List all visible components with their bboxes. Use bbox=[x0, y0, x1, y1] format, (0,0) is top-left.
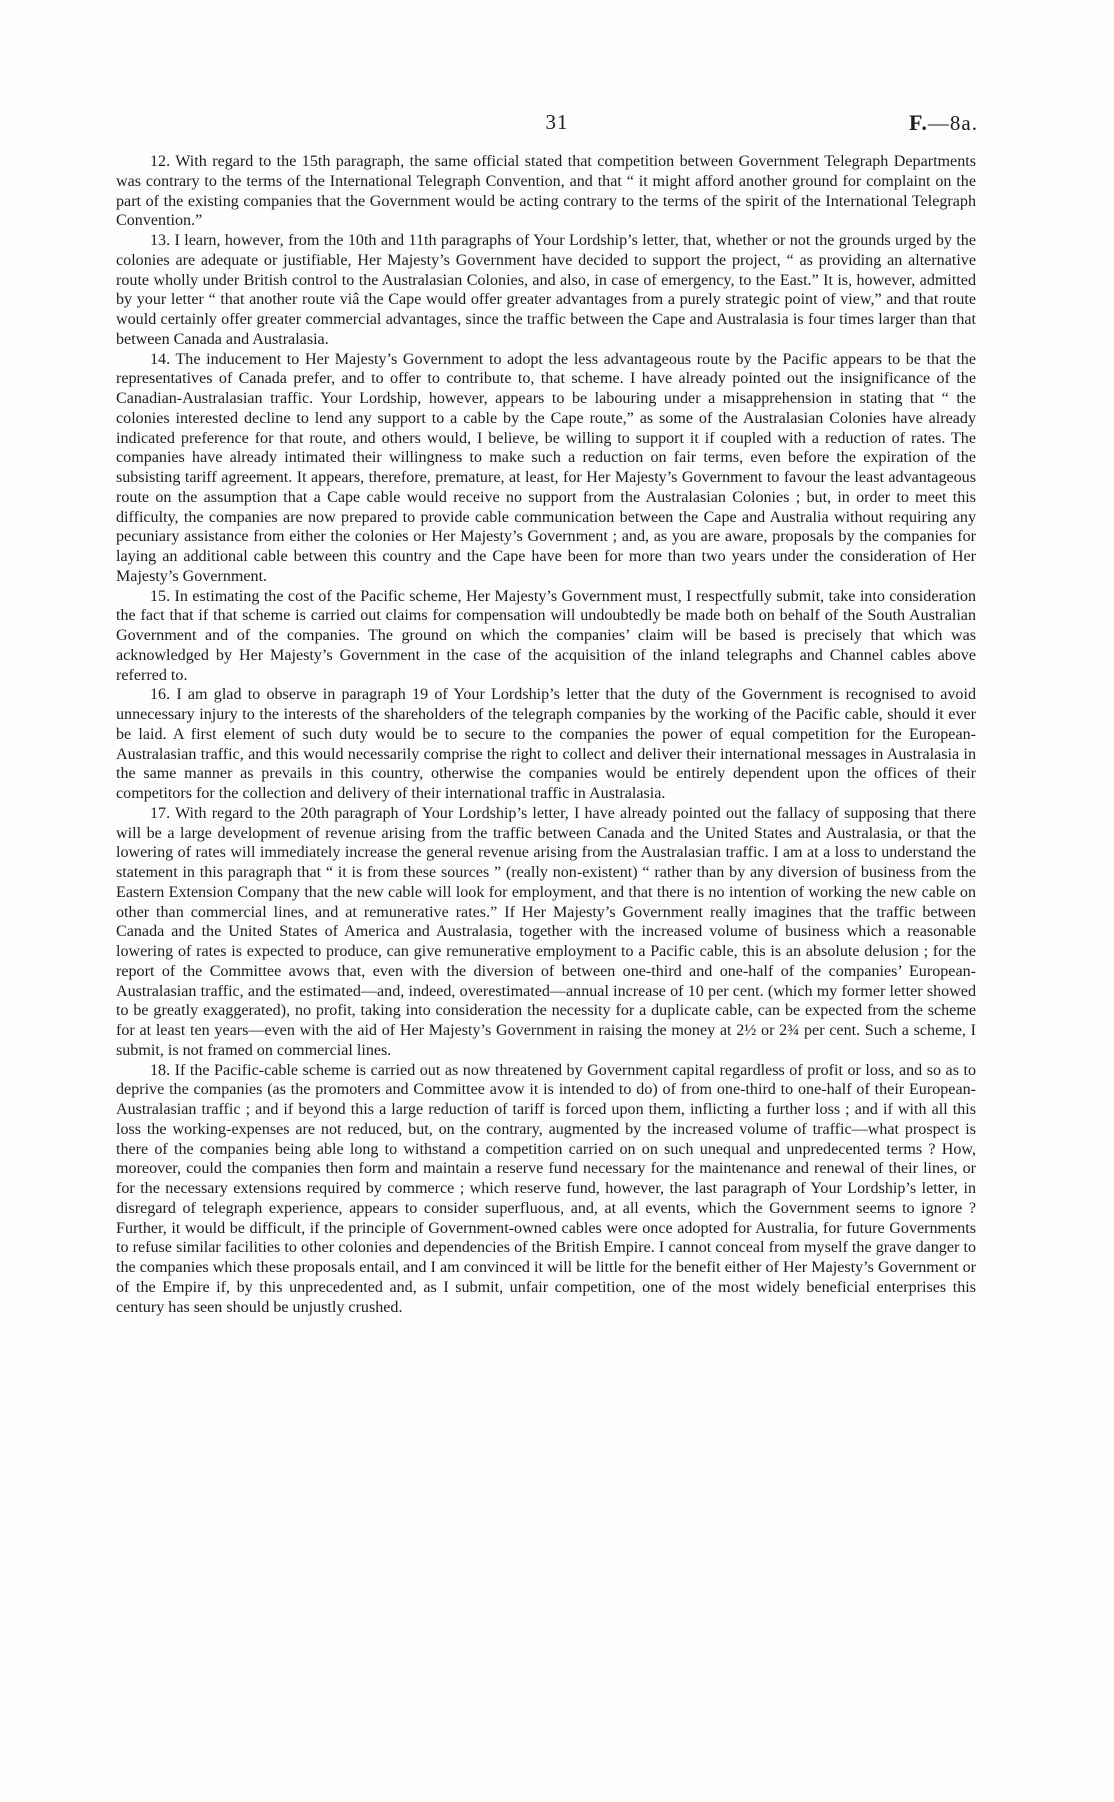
page-number: 31 bbox=[545, 110, 569, 134]
reference-letter: F. bbox=[909, 110, 928, 135]
paragraph-13: 13. I learn, however, from the 10th and 11th paragraphs of Your Lordship’s letter, that, whether or not the grounds urged by the colonies are adequate or justifiable, Her Majesty’s Government have decided to support the project, “ as providing an alternative route wholly under British control to the Australasian Colonies, and also, in case of emergency, to the East.” It is, however, admitted by your letter “ that another route viâ the Cape would offer greater advantages from a purely strategic point of view,” and that route would certainly offer greater commercial advantages, since the traffic between the Cape and Australasia is four times larger than that between Canada and Australasia. bbox=[116, 232, 976, 348]
body-text bbox=[116, 152, 976, 1317]
paragraph-14: 14. The inducement to Her Majesty’s Government to adopt the less advantageous route by the Pacific appears to be that the representatives of Canada prefer, and to offer to contribute to, that scheme. I have already pointed out the insignificance of the Canadian-Australasian traffic. Your Lordship, however, appears to be labouring under a misapprehension in stating that “ the colonies interested decline to lend any support to a cable by the Cape route,” as some of the Australasian Colonies have already indicated preference for that route, and others would, I believe, be willing to support it if coupled with a reduction of rates. The companies have already intimated their willingness to make such a reduction on fair terms, even before the expiration of the subsisting tariff agreement. It appears, therefore, premature, at least, for Her Majesty’s Government to favour the least advantageous route on the assumption that a Cape cable would receive no support from the Australasian Colonies ; but, in order to meet this difficulty, the companies are now prepared to provide cable communication between the Cape and Australia without requiring any pecuniary assistance from either the colonies or Her Majesty’s Government ; and, as you are aware, proposals by the companies for laying an additional cable between this country and the Cape have been for more than two years under the consideration of Her Majesty’s Government. bbox=[116, 350, 976, 585]
reference-number: —8a. bbox=[927, 111, 978, 135]
paragraph-17: 17. With regard to the 20th paragraph of Your Lordship’s letter, I have already pointed out the fallacy of supposing that there will be a large development of revenue arising from the traffic between Canada and the United States and Australasia, or that the lowering of rates will immediately increase the general revenue arising from the Australasian traffic. I am at a loss to understand the statement in this paragraph that “ it is from these sources ” (really non-existent) “ rather than by any diversion of business from the Eastern Extension Company that the new cable will look for employment, and that there is no intention of working the new cable on other than commercial lines, and at remunerative rates.” If Her Majesty’s Government really imagines that the traffic between Canada and the United States of America and Australasia, together with the increased volume of business which a reasonable lowering of rates is expected to produce, can give remunerative employment to a Pacific cable, this is an absolute delusion ; for the report of the Committee avows that, even with the diversion of between one-third and one-half of the companies’ European-Australasian traffic, and the estimated—and, indeed, overestimated—annual increase of 10 per cent. (which my former letter showed to be greatly exaggerated), no profit, taking into consideration the necessity for a duplicate cable, can be expected from the scheme for at least ten years—even with the aid of Her Majesty’s Government in raising the money at 2½ or 2¾ per cent. Such a scheme, I submit, is not framed on commercial lines. bbox=[116, 804, 976, 1059]
document-reference bbox=[909, 110, 978, 136]
paragraph-18: 18. If the Pacific-cable scheme is carried out as now threatened by Government capital regardless of profit or loss, and so as to deprive the companies (as the promoters and Committee avow it is intended to do) of from one-third to one-half of their European-Australasian traffic ; and if beyond this a large reduction of tariff is forced upon them, inflicting a further loss ; and if with all this loss the working-expenses are not reduced, but, on the contrary, augmented by the increased volume of traffic—what prospect is there of the companies being able long to withstand a competition carried on on such unequal and unpredecented terms ? How, moreover, could the companies then form and maintain a reserve fund necessary for the maintenance and renewal of their lines, or for the necessary extensions required by commerce ; which reserve fund, however, the last paragraph of Your Lordship’s letter, in disregard of telegraph experience, appears to consider superfluous, and, at all events, which the Government seems to ignore ? Further, it would be difficult, if the principle of Government-owned cables were once adopted for Australia, for future Governments to refuse similar facilities to other colonies and dependencies of the British Empire. I cannot conceal from myself the grave danger to the companies which these proposals entail, and I am convinced it will be little for the benefit either of Her Majesty’s Government or of the Empire if, by this unprecedented and, as I submit, unfair competition, one of the most widely beneficial enterprises this century has seen should be unjustly crushed. bbox=[116, 1061, 976, 1316]
paragraph-12: 12. With regard to the 15th paragraph, the same official stated that competition between Government Telegraph Departments was contrary to the terms of the International Telegraph Convention, and that “ it might afford another ground for complaint on the part of the existing companies that the Government would be acting contrary to the terms of the spirit of the International Telegraph Convention.” bbox=[116, 153, 976, 230]
paragraph-16: 16. I am glad to observe in paragraph 19 of Your Lordship’s letter that the duty of the Government is recognised to avoid unnecessary injury to the interests of the shareholders of the telegraph companies by the working of the Pacific cable, should it ever be laid. A first element of such duty would be to secure to the companies the power of equal competition for the European-Australasian traffic, and this would necessarily comprise the right to collect and deliver their international messages in Australasia in the same manner as prevails in this country, otherwise the companies would be entirely dependent upon the offices of their competitors for the collection and delivery of their international traffic in Australasia. bbox=[116, 686, 976, 802]
paragraph-15: 15. In estimating the cost of the Pacific scheme, Her Majesty’s Government must, I respectfully submit, take into consideration the fact that if that scheme is carried out claims for compensation will undoubtedly be made both on behalf of the South Australian Government and of the companies. The ground on which the companies’ claim will be based is precisely that which was acknowledged by Her Majesty’s Government in the case of the acquisition of the inland telegraphs and Channel cables above referred to. bbox=[116, 587, 976, 684]
